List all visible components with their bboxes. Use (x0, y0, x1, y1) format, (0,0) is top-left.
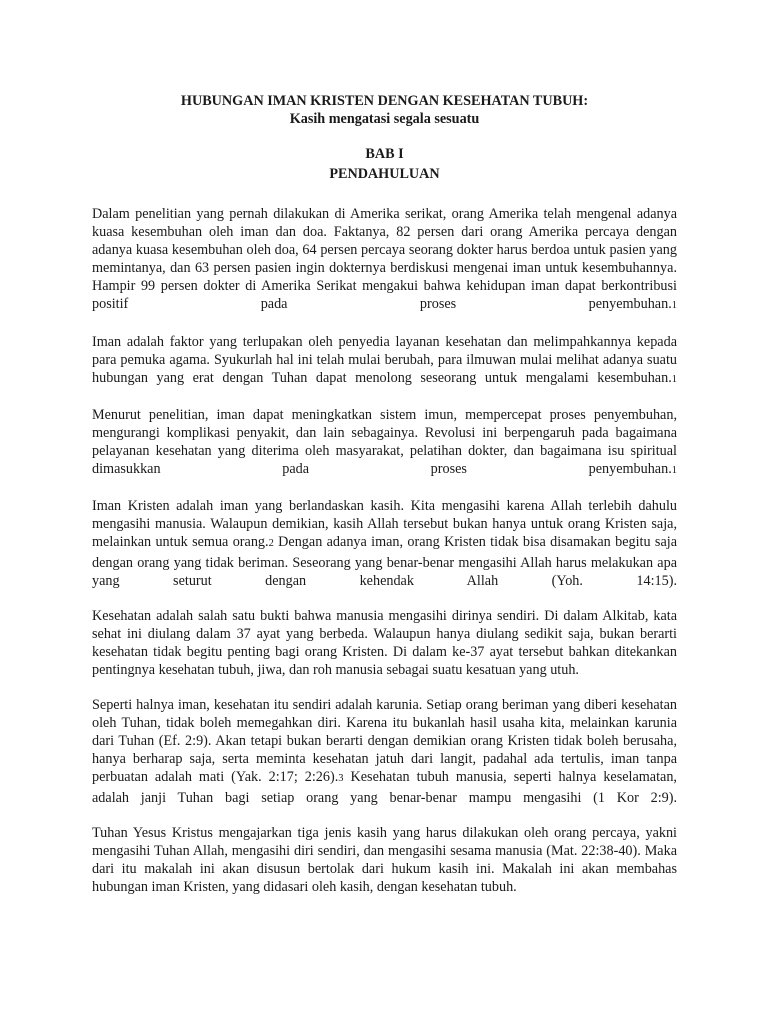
paragraph-5 (92, 607, 677, 679)
footnote-ref[interactable]: 2 (268, 538, 274, 550)
footnote-ref[interactable]: 1 (671, 373, 677, 385)
paragraph-text: Kesehatan adalah salah satu bukti bahwa manusia mengasihi dirinya sendiri. Di dalam Alkitab, kata sehat ini diulang dalam 37 ayat yang berbeda. Walaupun hanya diulang sedikit saja, bukan berarti kesehatan tidak begitu penting bagi orang Kristen. Di dalam ke-37 ayat tersebut bahkan ditekankan pentingnya kesehatan tubuh, jiwa, dan roh manusia sebagai suatu kesatuan yang utuh. (92, 607, 677, 678)
document-subtitle: Kasih mengatasi segala sesuatu (289, 111, 480, 127)
paragraph-text: Iman adalah faktor yang terlupakan oleh penyedia layanan kesehatan dan melimpahkannya kepada para pemuka agama. Syukurlah hal ini telah mulai berubah, para ilmuwan mulai melihat adanya suatu hubungan yang erat dengan Tuhan dapat menolong seseorang untuk mengalami kesembuhan. (92, 333, 677, 386)
chapter-heading (92, 144, 677, 184)
paragraph-text: Menurut penelitian, iman dapat meningkatkan sistem imun, mempercepat proses penyembuhan, mengurangi komplikasi penyakit, dan lain sebagainya. Revolusi ini berpengaruh pada bagaimana pelayanan kesehatan yang diterima oleh masyarakat, pelatihan dokter, dan bagaimana isu spiritual dimasukkan pada proses penyembuhan. (92, 406, 677, 478)
paragraph-text: Dalam penelitian yang pernah dilakukan di Amerika serikat, orang Amerika telah mengenal adanya kuasa kesembuhan oleh iman dan doa. Faktanya, 82 persen dari orang Amerika percaya dengan adanya kuasa kesembuhan oleh doa, 64 persen percaya seorang dokter harus berdoa untuk pasien yang memintanya, dan 63 persen pasien ingin dokternya berdiskusi mengenai iman untuk kesembuhannya. Hampir 99 persen dokter di Amerika Serikat mengakui bahwa kehidupan iman dapat berkontribusi positif pada proses penyembuhan. (92, 206, 677, 313)
footnote-ref[interactable]: 1 (671, 300, 677, 312)
footnote-ref[interactable]: 1 (671, 465, 677, 477)
paragraph-text: Seperti halnya iman, kesehatan itu sendiri adalah karunia. Setiap orang beriman yang diberi kesehatan oleh Tuhan, tidak boleh memegahkan diri. Karena itu bukanlah hasil usaha kita, melainkan karunia dari Tuhan (Ef. 2:9). Akan tetapi bukan berarti dengan demikian orang Kristen tidak boleh berusaha, hanya berharap saja, serta meminta kesehatan jatuh dari langit, padahal ada tertulis, iman tanpa perbuatan adalah mati (Yak. 2:17; 2:26). (92, 697, 677, 786)
document-title: HUBUNGAN IMAN KRISTEN DENGAN KESEHATAN TUBUH: (180, 93, 589, 109)
document-page (92, 92, 677, 896)
paragraph-3 (92, 406, 677, 480)
paragraph-text: Iman Kristen adalah iman yang berlandaskan kasih. Kita mengasihi karena Allah terlebih dahulu mengasihi manusia. Walaupun demikian, kasih Allah tersebut bukan hanya untuk orang Kristen saja, melainkan untuk semua orang. (92, 498, 677, 551)
footnote-ref[interactable]: 3 (338, 773, 344, 785)
paragraph-4 (92, 497, 677, 589)
paragraph-6 (92, 696, 677, 807)
paragraph-1 (92, 205, 677, 316)
paragraph-7 (92, 824, 677, 896)
document-title-block (92, 92, 677, 128)
paragraph-text: Kesehatan tubuh manusia, seperti halnya keselamatan, adalah janji Tuhan bagi setiap orang yang benar-benar mampu mengasihi (1 Kor 2:9). (92, 769, 677, 806)
chapter-title: PENDAHULUAN (329, 166, 440, 182)
paragraph-text: Dengan adanya iman, orang Kristen tidak bisa disamakan begitu saja dengan orang yang tidak beriman. Seseorang yang benar-benar mengasihi Allah harus melakukan apa yang seturut dengan kehendak Allah (Yoh. 14:15). (92, 534, 677, 589)
paragraph-text: Tuhan Yesus Kristus mengajarkan tiga jenis kasih yang harus dilakukan oleh orang percaya, yakni mengasihi Tuhan Allah, mengasihi diri sendiri, dan mengasihi sesama manusia (Mat. 22:38-40). Maka dari itu makalah ini akan disusun bertolak dari hukum kasih ini. Makalah ini akan membahas hubungan iman Kristen, yang didasari oleh kasih, dengan kesehatan tubuh. (92, 824, 677, 895)
paragraph-2 (92, 333, 677, 389)
chapter-number: BAB I (365, 146, 404, 162)
